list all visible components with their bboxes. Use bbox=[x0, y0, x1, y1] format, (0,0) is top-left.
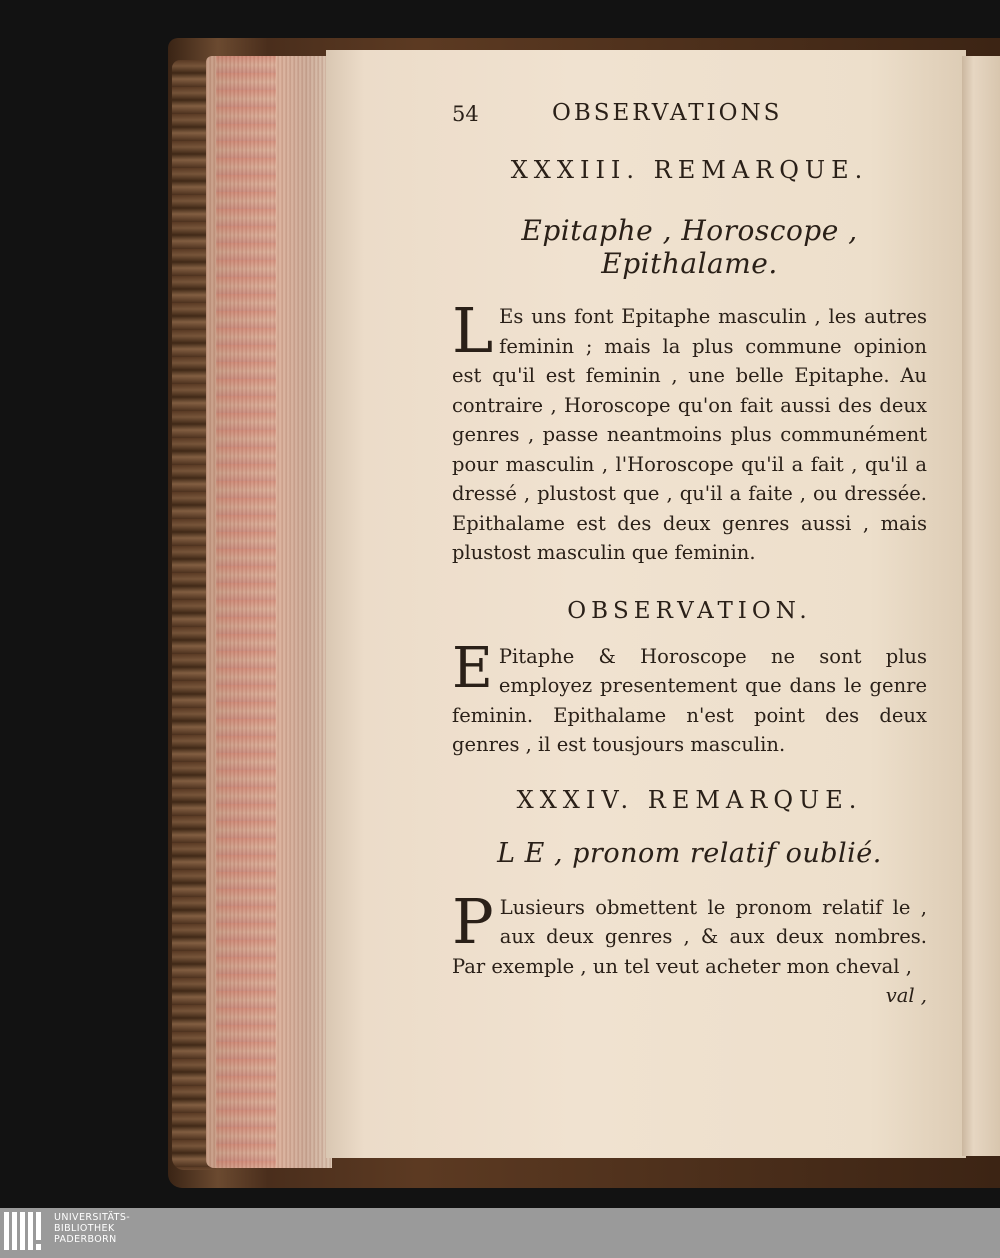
library-name-line2: BIBLIOTHEK bbox=[54, 1223, 115, 1234]
observation-heading: OBSERVATION. bbox=[567, 597, 812, 624]
page-edges bbox=[206, 56, 332, 1168]
catchword: val , bbox=[885, 984, 927, 1007]
remark-34-paragraph bbox=[452, 884, 927, 982]
remark-34-heading: XXXIV. REMARQUE. bbox=[516, 785, 863, 814]
remark-33-heading: XXXIII. REMARQUE. bbox=[510, 156, 869, 184]
dropcap: E bbox=[452, 635, 493, 701]
remark-34-text: Lusieurs obmettent le pronom relatif le , aux deux genres , & aux deux nombres. Par exemple , un tel veut acheter mon cheval , bbox=[452, 895, 927, 978]
remark-33-paragraph bbox=[452, 294, 927, 568]
dropcap: L bbox=[452, 294, 494, 367]
page-text bbox=[452, 96, 927, 1011]
library-name-line3: PADERBORN bbox=[54, 1234, 117, 1245]
library-name-line1: UNIVERSITÄTS- bbox=[54, 1212, 131, 1223]
observation-paragraph bbox=[452, 635, 927, 760]
library-footer bbox=[0, 1208, 1000, 1258]
running-title: OBSERVATIONS bbox=[552, 100, 783, 126]
observation-text: Pitaphe & Horoscope ne sont plus employez presentement que dans le genre feminin. Epithalame n'est point des deux genres , il est tousjours masculin. bbox=[452, 644, 927, 756]
facing-page-edge bbox=[962, 56, 1000, 1156]
dropcap: P bbox=[452, 884, 494, 958]
remark-34-subject: L E , pronom relatif oublié. bbox=[497, 837, 882, 869]
running-head bbox=[452, 96, 927, 136]
library-name bbox=[54, 1212, 130, 1245]
remark-33-subject: Epitaphe , Horoscope , Epithalame. bbox=[521, 214, 858, 280]
page-number: 54 bbox=[452, 102, 479, 126]
remark-33-text: Es uns font Epitaphe masculin , les autres feminin ; mais la plus commune opinion est qu'il est feminin , une belle Epitaphe. Au contraire , Horoscope qu'on fait aussi des deux genres , passe neantmoins plus communément pour masculin , l'Horoscope qu'il a fait , qu'il a dressé , plustost que , qu'il a faite , ou dressée. Epithalame est des deux genres aussi , mais plustost masculin que feminin. bbox=[452, 305, 927, 564]
library-logo-icon bbox=[4, 1212, 46, 1254]
